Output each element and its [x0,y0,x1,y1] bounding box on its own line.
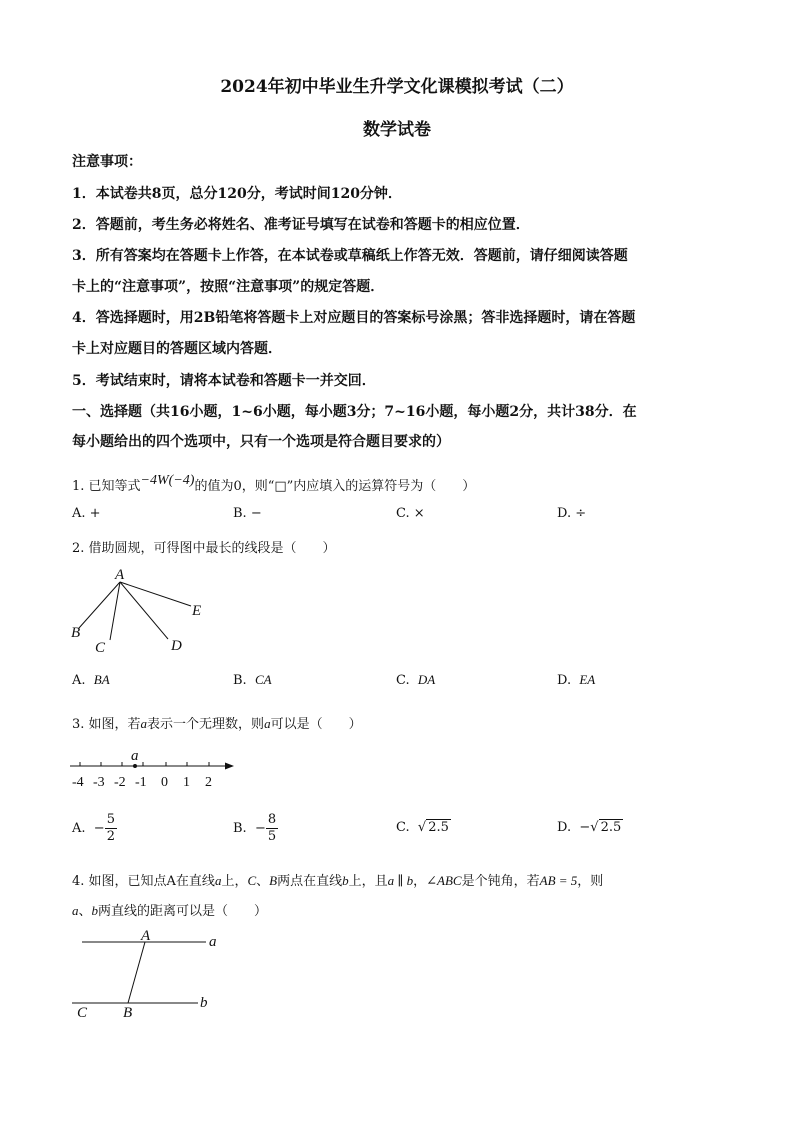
tick-label: -4 [72,775,84,790]
q1-expression: −4W(−4) [140,473,195,488]
q2-label-a: A [115,567,125,583]
q3-point-label: a [131,748,139,764]
notice-item: 5．考试结束时，请将本试卷和答题卡一并交回． [72,373,376,389]
tick-label: -1 [135,775,147,790]
notice-item: 卡上对应题目的答题区域内答题． [72,341,282,357]
tick-label: -3 [93,775,105,790]
notice-item: 3．所有答案均在答题卡上作答，在本试卷或草稿纸上作答无效．答题前，请仔细阅读答题 [72,248,628,264]
notice-item: 1．本试卷共8页，总分120分，考试时间120分钟． [72,186,402,202]
q3-option-b[interactable]: B. − $\frac{8}{5}$ [233,812,277,844]
q2-label-c: C [95,640,106,656]
question-4-stem: 4. 如图，已知点A在直线a上，C、B两点在直线b上，且a ∥ b，∠ABC是个钝角，若AB = 5，则 [72,873,604,889]
q3-option-d[interactable]: D. −√ 2.5 [557,820,622,835]
question-2-stem: 2. 借助圆规，可得图中最长的线段是（ ） [72,541,336,556]
question-1-stem: 1. 已知等式−4W(−4)的值为0，则“□”内应填入的运算符号为（ ） [72,473,476,494]
section-heading-cont: 每小题给出的四个选项中，只有一个选项是符合题目要求的） [72,434,450,450]
notice-heading: 注意事项： [72,154,142,170]
q2-option-a[interactable]: A. BA [72,672,110,688]
q1-option-c[interactable]: C. × [396,506,425,521]
q2-option-c[interactable]: C. DA [396,672,436,688]
q1-option-d[interactable]: D. ÷ [557,506,587,521]
q2-label-d: D [171,638,182,654]
notice-item: 2．答题前，考生务必将姓名、准考证号填写在试卷和答题卡的相应位置． [72,217,530,233]
tick-label: 1 [183,775,190,790]
q4-label-c: C [77,1005,88,1021]
question-3-stem: 3. 如图，若a表示一个无理数，则a可以是（ ） [72,716,362,732]
q4-label-b-point: B [123,1005,133,1021]
q4-label-line-b: b [200,995,208,1011]
notice-item: 卡上的“注意事项”，按照“注意事项”的规定答题． [72,279,385,295]
tick-label: -2 [114,775,126,790]
question-4-stem-cont: a、b两直线的距离可以是（ ） [72,903,268,919]
q3-option-a[interactable]: A. − $\frac{5}{2}$ [72,812,115,844]
notice-item: 4．答选择题时，用2B铅笔将答题卡上对应题目的答案标号涂黑；答非选择题时，请在答题 [72,310,636,326]
q2-label-e: E [192,603,202,619]
q2-option-b[interactable]: B. CA [233,672,272,688]
q1-option-b[interactable]: B. − [233,506,262,521]
q3-number-line [66,745,246,791]
q4-label-a-point: A [141,928,151,944]
q4-label-line-a: a [209,934,217,950]
tick-label: 0 [161,775,168,790]
q4-figure [66,928,226,1028]
tick-label: 2 [205,775,212,790]
section-heading: 一、选择题（共16小题，1~6小题，每小题3分；7~16小题，每小题2分，共计38分．在 [72,404,637,420]
q2-label-b: B [71,625,81,641]
q2-option-d[interactable]: D. EA [557,672,596,688]
q2-figure [65,562,225,662]
q1-option-a[interactable]: A. + [72,506,101,521]
q3-option-c[interactable]: C. √ 2.5 [396,820,449,835]
exam-subtitle: 数学试卷 [363,120,431,140]
exam-title: 2024年初中毕业生升学文化课模拟考试（二） [220,77,574,97]
